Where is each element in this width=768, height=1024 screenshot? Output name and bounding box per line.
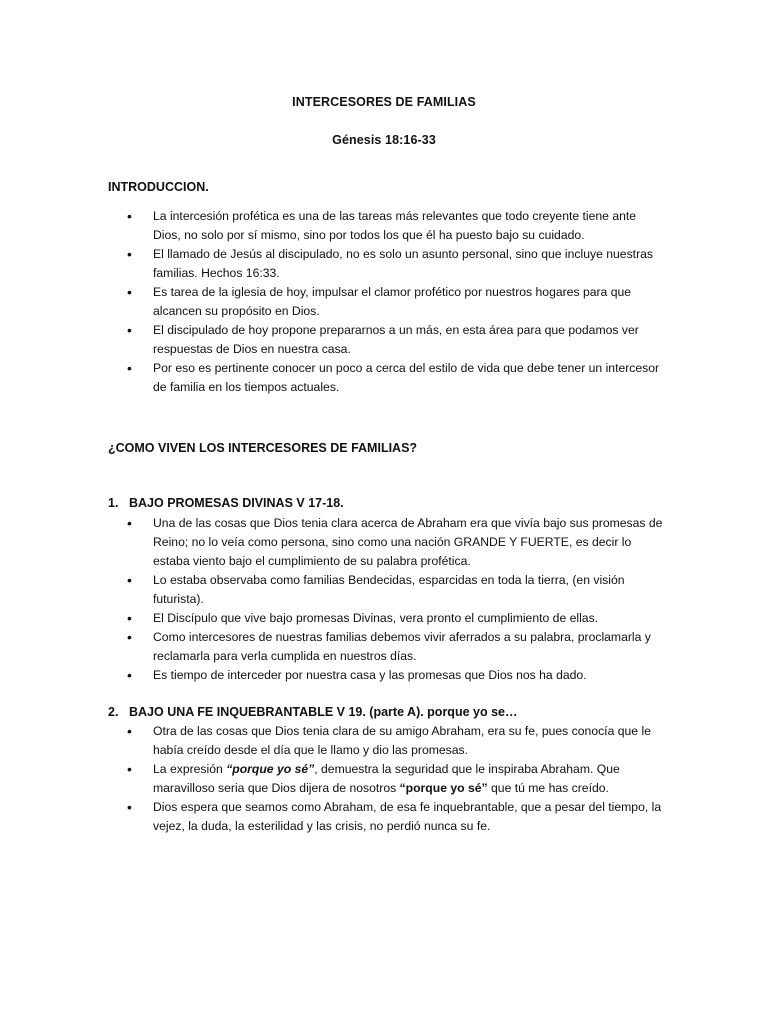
list-item: • Por eso es pertinente conocer un poco a cerca del estilo de vida que debe tener un intercesor de familia en los tiempos actuales. [126,359,666,397]
list-item: • Una de las cosas que Dios tenia clara acerca de Abraham era que vivía bajo sus promesas de Reino; no lo veía como persona, sino como una nación GRANDE Y FUERTE, es decir lo estaba viento bajo el cumplimiento de su palabra profética. [126,514,666,571]
section-1-title: BAJO PROMESAS DIVINAS V 17-18. [129,496,344,510]
list-item: • El Discípulo que vive bajo promesas Divinas, vera pronto el cumplimiento de ellas. [126,609,666,628]
list-item: • El llamado de Jesús al discipulado, no es solo un asunto personal, sino que incluye nuestras familias. Hechos 16:33. [126,245,666,283]
list-item: • El discipulado de hoy propone prepararnos a un más, en esta área para que podamos ver respuestas de Dios en nuestra casa. [126,321,666,359]
document-subtitle: Génesis 18:16-33 [332,133,436,147]
list-item [126,760,666,798]
section-2-title: BAJO UNA FE INQUEBRANTABLE V 19. (parte A). porque yo se… [129,705,518,719]
quote-emphasis: “porque yo sé” [226,762,315,776]
list-item: • Lo estaba observaba como familias Bendecidas, esparcidas en toda la tierra, (en visión futurista). [126,571,666,609]
list-item: • Otra de las cosas que Dios tenia clara de su amigo Abraham, era su fe, pues conocía que le había creído desde el día que le llamo y dio las promesas. [126,722,666,760]
section-2-heading [108,705,517,719]
section-2-list [126,722,666,836]
item-text: La expresión [153,762,227,776]
item-text: que tú me has creído. [487,781,609,795]
list-item: • La intercesión profética es una de las tareas más relevantes que todo creyente tiene ante Dios, no solo por sí mismo, sino por todos los que él ha puesto bajo su cuidado. [126,207,666,245]
list-item: • Como intercesores de nuestras familias debemos vivir aferrados a su palabra, proclamarla y reclamarla para verla cumplida en nuestros días. [126,628,666,666]
section-1-list [126,514,666,685]
intro-list [126,207,666,397]
intro-heading: INTRODUCCION. [108,180,209,194]
item-emphasis: fe. [476,819,491,833]
question-heading: ¿COMO VIVEN LOS INTERCESORES DE FAMILIAS? [108,441,418,455]
document-title: INTERCESORES DE FAMILIAS [292,95,476,109]
quote-emphasis: “porque yo sé” [399,781,488,795]
item-text: , demuestra la seguridad que le inspiraba Abraham. Que maravilloso seria que Dios dijera de nosotros [153,762,620,795]
list-item: • Es tiempo de interceder por nuestra casa y las promesas que Dios nos ha dado. [126,666,666,685]
list-item [126,798,666,836]
item-text: Dios espera que seamos como Abraham, de esa fe inquebrantable, que a pesar del tiempo, la vejez, la duda, la esterilidad y las crisis, no perdió nunca su [153,800,662,833]
section-2-number: 2. [108,705,119,719]
list-item: • Es tarea de la iglesia de hoy, impulsar el clamor profético por nuestros hogares para que alcancen su propósito en Dios. [126,283,666,321]
section-1-heading [108,496,344,510]
section-1-number: 1. [108,496,119,510]
